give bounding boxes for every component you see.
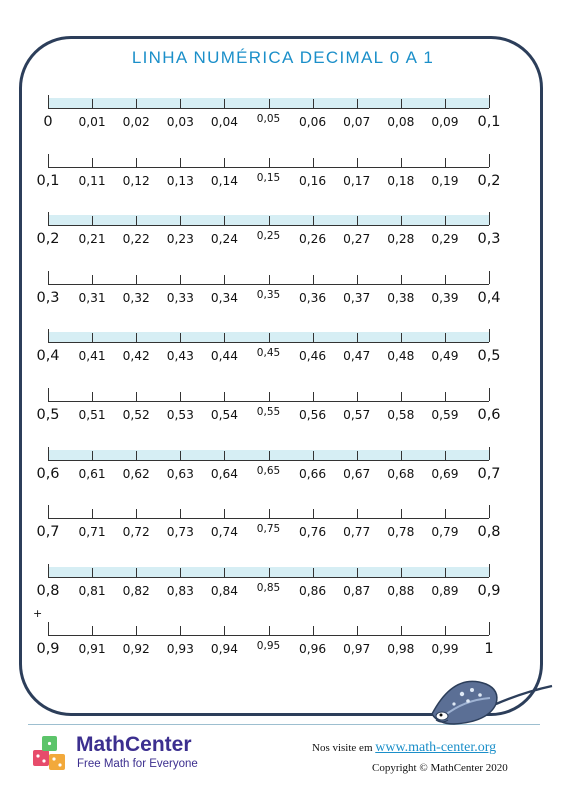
number-line-tick: [92, 333, 93, 342]
number-line-tick: [269, 451, 270, 460]
tick-label: 0,11: [78, 173, 106, 188]
manta-ray-mascot-icon: [424, 670, 554, 730]
tick-label: 0,1: [36, 172, 60, 189]
number-line-tick: [48, 564, 49, 577]
tick-label: 0,92: [122, 642, 150, 657]
number-line-tick: [224, 568, 225, 577]
number-line-tick: [224, 275, 225, 284]
number-line-tick: [48, 329, 49, 342]
number-line-tick: [180, 216, 181, 225]
number-line-tick: [489, 329, 490, 342]
tick-label: 0,67: [343, 466, 371, 481]
number-line-tick: [48, 447, 49, 460]
number-line-axis: [48, 635, 489, 636]
number-line-tick: [48, 505, 49, 518]
tick-label: 0,86: [299, 583, 327, 598]
tick-label: 0,57: [343, 408, 371, 422]
number-line-tick: [445, 333, 446, 342]
number-line-tick: [401, 158, 402, 167]
number-line-tick: [180, 158, 181, 167]
tick-label: 0,79: [431, 525, 459, 540]
number-line-tick: [445, 216, 446, 225]
number-line-tick: [269, 626, 270, 635]
tick-label: 0,32: [122, 290, 150, 305]
number-line-axis: [48, 342, 489, 343]
tick-label: 0,3: [36, 289, 60, 306]
tick-label: 0,72: [122, 525, 150, 540]
mathcenter-cubes-logo-icon: [30, 730, 70, 774]
number-line-tick: [136, 568, 137, 577]
tick-label: 0,01: [78, 115, 106, 129]
tick-label: 0,97: [343, 642, 371, 657]
tick-label: 0,44: [210, 349, 238, 364]
tick-label: 0,27: [343, 232, 371, 247]
tick-label: 0,55: [256, 406, 281, 418]
tick-label: 0,81: [78, 583, 106, 598]
number-line-tick: [180, 626, 181, 635]
tick-label: 0,22: [122, 232, 150, 247]
tick-label: 0,26: [299, 232, 327, 247]
tick-label: 0,6: [36, 465, 60, 482]
tick-label: 0,08: [387, 115, 415, 129]
website-link[interactable]: www.math-center.org: [375, 740, 497, 755]
tick-label: 0,1: [477, 114, 501, 130]
tick-label: 0,25: [256, 230, 281, 243]
tick-label: 0,05: [256, 113, 281, 125]
number-line-tick: [445, 451, 446, 460]
number-line-tick: [489, 271, 490, 284]
number-line-tick: [136, 451, 137, 460]
number-line-tick: [313, 333, 314, 342]
tick-label: 0,82: [122, 583, 150, 598]
number-line-tick: [313, 216, 314, 225]
tick-label: 0,23: [166, 232, 194, 247]
number-line-axis: [48, 167, 489, 168]
number-line-tick: [401, 626, 402, 635]
tick-label: 0,88: [387, 583, 415, 598]
tick-label: 0,95: [256, 640, 281, 653]
number-line-tick: [401, 333, 402, 342]
tick-label: 0,2: [477, 172, 501, 189]
tick-label: 0,73: [166, 525, 194, 540]
tick-label: 0,13: [166, 173, 194, 188]
number-line-tick: [357, 626, 358, 635]
tick-label: 0,31: [78, 290, 106, 305]
number-line-tick: [401, 392, 402, 401]
number-line-tick: [489, 505, 490, 518]
number-line-tick: [269, 568, 270, 577]
number-line-tick: [224, 333, 225, 342]
tick-label: 0,5: [36, 407, 60, 423]
number-line-tick: [136, 333, 137, 342]
number-line-tick: [92, 451, 93, 460]
number-line-tick: [180, 333, 181, 342]
tick-label: 0,53: [166, 408, 194, 422]
number-line-tick: [48, 622, 49, 635]
number-line-tick: [445, 99, 446, 108]
number-line-axis: [48, 108, 489, 109]
number-line-tick: [48, 212, 49, 225]
number-line-tick: [224, 216, 225, 225]
number-line-tick: [224, 626, 225, 635]
number-line-tick: [357, 158, 358, 167]
number-line-tick: [92, 216, 93, 225]
tick-label: 0,71: [78, 525, 106, 540]
number-line-tick: [92, 99, 93, 108]
number-line-tick: [136, 509, 137, 518]
tick-label: 0,5: [477, 348, 501, 365]
brand-tagline: Free Math for Everyone: [77, 758, 198, 770]
number-line-tick: [445, 158, 446, 167]
number-line-tick: [313, 158, 314, 167]
tick-label: 0,07: [343, 115, 371, 129]
number-line-tick: [313, 451, 314, 460]
worksheet-frame: [19, 36, 543, 716]
tick-label: 0,69: [431, 466, 459, 481]
number-line-tick: [445, 392, 446, 401]
tick-label: 0,6: [477, 407, 501, 423]
number-line-tick: [489, 154, 490, 167]
tick-label: 0,62: [122, 466, 150, 481]
tick-label: 0,18: [387, 173, 415, 188]
tick-label: 0,91: [78, 642, 106, 657]
tick-label: 0,52: [122, 408, 150, 422]
number-line-tick: [92, 509, 93, 518]
number-line-tick: [180, 392, 181, 401]
tick-label: 0,8: [477, 524, 501, 541]
number-line-tick: [180, 99, 181, 108]
number-line-tick: [180, 509, 181, 518]
number-line-tick: [489, 212, 490, 225]
number-line-tick: [92, 275, 93, 284]
tick-label: 0,45: [256, 347, 281, 360]
tick-label: 0,03: [166, 115, 194, 129]
number-line-tick: [48, 388, 49, 401]
number-line-tick: [269, 158, 270, 167]
tick-label: 0,68: [387, 466, 415, 481]
tick-label: 0,39: [431, 290, 459, 305]
number-line-tick: [357, 451, 358, 460]
number-line-tick: [180, 568, 181, 577]
tick-label: 0,38: [387, 290, 415, 305]
tick-label: 0,4: [477, 289, 501, 306]
number-line-tick: [224, 99, 225, 108]
number-line-axis: [48, 460, 489, 461]
tick-label: 0,75: [256, 523, 281, 536]
number-line-tick: [224, 158, 225, 167]
number-line-tick: [313, 568, 314, 577]
number-line-tick: [313, 275, 314, 284]
tick-label: 0,65: [256, 464, 281, 477]
number-line-tick: [401, 509, 402, 518]
tick-label: 0,77: [343, 525, 371, 540]
worksheet-title: LINHA NUMÉRICA DECIMAL 0 A 1: [122, 48, 444, 68]
number-line-tick: [445, 626, 446, 635]
number-line-tick: [224, 392, 225, 401]
tick-label: 0: [43, 114, 53, 130]
tick-label: 0,04: [210, 115, 238, 129]
tick-label: 0,96: [299, 642, 327, 657]
tick-label: 0,43: [166, 349, 194, 364]
tick-label: 0,17: [343, 173, 371, 188]
tick-label: 0,7: [477, 465, 501, 482]
tick-label: 0,49: [431, 349, 459, 364]
tick-label: 0,37: [343, 290, 371, 305]
number-line-tick: [313, 626, 314, 635]
tick-label: 0,58: [387, 408, 415, 422]
number-line-axis: [48, 577, 489, 578]
visit-line: [312, 740, 496, 756]
number-line-tick: [136, 392, 137, 401]
tick-label: 0,84: [210, 583, 238, 598]
stray-plus-mark: +: [33, 607, 43, 620]
number-line-tick: [401, 275, 402, 284]
number-line-axis: [48, 225, 489, 226]
number-line-tick: [136, 275, 137, 284]
tick-label: 0,47: [343, 349, 371, 364]
tick-label: 0,8: [36, 582, 60, 599]
number-line-tick: [269, 333, 270, 342]
tick-label: 0,06: [299, 115, 327, 129]
number-line-axis: [48, 401, 489, 402]
brand-name: MathCenter: [76, 733, 192, 756]
number-line-tick: [180, 275, 181, 284]
tick-label: 0,33: [166, 290, 194, 305]
tick-label: 0,56: [299, 408, 327, 422]
tick-label: 0,28: [387, 232, 415, 247]
tick-label: 0,48: [387, 349, 415, 364]
number-line-tick: [269, 216, 270, 225]
number-line-tick: [136, 626, 137, 635]
tick-label: 0,64: [210, 466, 238, 481]
number-line-tick: [224, 509, 225, 518]
tick-label: 0,78: [387, 525, 415, 540]
tick-label: 0,87: [343, 583, 371, 598]
number-line-tick: [92, 626, 93, 635]
tick-label: 0,74: [210, 525, 238, 540]
number-line-tick: [313, 392, 314, 401]
tick-label: 0,24: [210, 232, 238, 247]
number-line-axis: [48, 284, 489, 285]
tick-label: 0,29: [431, 232, 459, 247]
number-line-tick: [401, 451, 402, 460]
tick-label: 0,89: [431, 583, 459, 598]
number-line-tick: [136, 216, 137, 225]
tick-label: 0,09: [431, 115, 459, 129]
number-line-tick: [48, 271, 49, 284]
number-line-tick: [357, 333, 358, 342]
tick-label: 0,46: [299, 349, 327, 364]
number-line-tick: [92, 158, 93, 167]
number-line-tick: [401, 216, 402, 225]
tick-label: 0,12: [122, 173, 150, 188]
number-line-tick: [357, 568, 358, 577]
number-line-tick: [445, 509, 446, 518]
number-line-tick: [269, 275, 270, 284]
number-line-tick: [489, 447, 490, 460]
tick-label: 0,41: [78, 349, 106, 364]
tick-label: 0,7: [36, 524, 60, 541]
tick-label: 0,98: [387, 642, 415, 657]
number-line-tick: [401, 568, 402, 577]
number-line-tick: [357, 216, 358, 225]
number-line-tick: [357, 99, 358, 108]
tick-label: 0,36: [299, 290, 327, 305]
tick-label: 0,93: [166, 642, 194, 657]
number-line-tick: [136, 99, 137, 108]
tick-label: 1: [484, 641, 494, 658]
number-line-tick: [313, 99, 314, 108]
number-line-tick: [136, 158, 137, 167]
tick-label: 0,42: [122, 349, 150, 364]
tick-label: 0,21: [78, 232, 106, 247]
number-line-tick: [269, 99, 270, 108]
tick-label: 0,59: [431, 408, 459, 422]
tick-label: 0,35: [256, 288, 281, 301]
tick-label: 0,9: [36, 641, 60, 658]
tick-label: 0,51: [78, 408, 106, 422]
number-line-tick: [445, 568, 446, 577]
tick-label: 0,14: [210, 173, 238, 188]
number-line-tick: [489, 622, 490, 635]
tick-label: 0,83: [166, 583, 194, 598]
tick-label: 0,85: [256, 581, 281, 594]
number-line-tick: [269, 509, 270, 518]
number-line-tick: [48, 154, 49, 167]
copyright-text: Copyright © MathCenter 2020: [372, 762, 508, 774]
visit-text: Nos visite em: [312, 742, 373, 754]
tick-label: 0,34: [210, 290, 238, 305]
tick-label: 0,2: [36, 231, 60, 248]
number-line-tick: [489, 564, 490, 577]
tick-label: 0,15: [256, 171, 281, 184]
tick-label: 0,63: [166, 466, 194, 481]
tick-label: 0,3: [477, 231, 501, 248]
tick-label: 0,94: [210, 642, 238, 657]
tick-label: 0,99: [431, 642, 459, 657]
number-line-tick: [357, 509, 358, 518]
number-line-tick: [357, 392, 358, 401]
number-line-tick: [48, 95, 49, 108]
number-line-tick: [92, 568, 93, 577]
tick-label: 0,66: [299, 466, 327, 481]
tick-label: 0,9: [477, 582, 501, 599]
number-line-axis: [48, 518, 489, 519]
tick-label: 0,54: [210, 408, 238, 422]
number-line-tick: [269, 392, 270, 401]
number-line-tick: [401, 99, 402, 108]
number-line-tick: [92, 392, 93, 401]
number-line-tick: [224, 451, 225, 460]
number-line-tick: [180, 451, 181, 460]
number-line-tick: [489, 388, 490, 401]
tick-label: 0,02: [122, 115, 150, 129]
number-line-tick: [445, 275, 446, 284]
tick-label: 0,16: [299, 173, 327, 188]
number-line-tick: [489, 95, 490, 108]
tick-label: 0,4: [36, 348, 60, 365]
tick-label: 0,76: [299, 525, 327, 540]
number-line-tick: [357, 275, 358, 284]
tick-label: 0,61: [78, 466, 106, 481]
tick-label: 0,19: [431, 173, 459, 188]
number-line-tick: [313, 509, 314, 518]
